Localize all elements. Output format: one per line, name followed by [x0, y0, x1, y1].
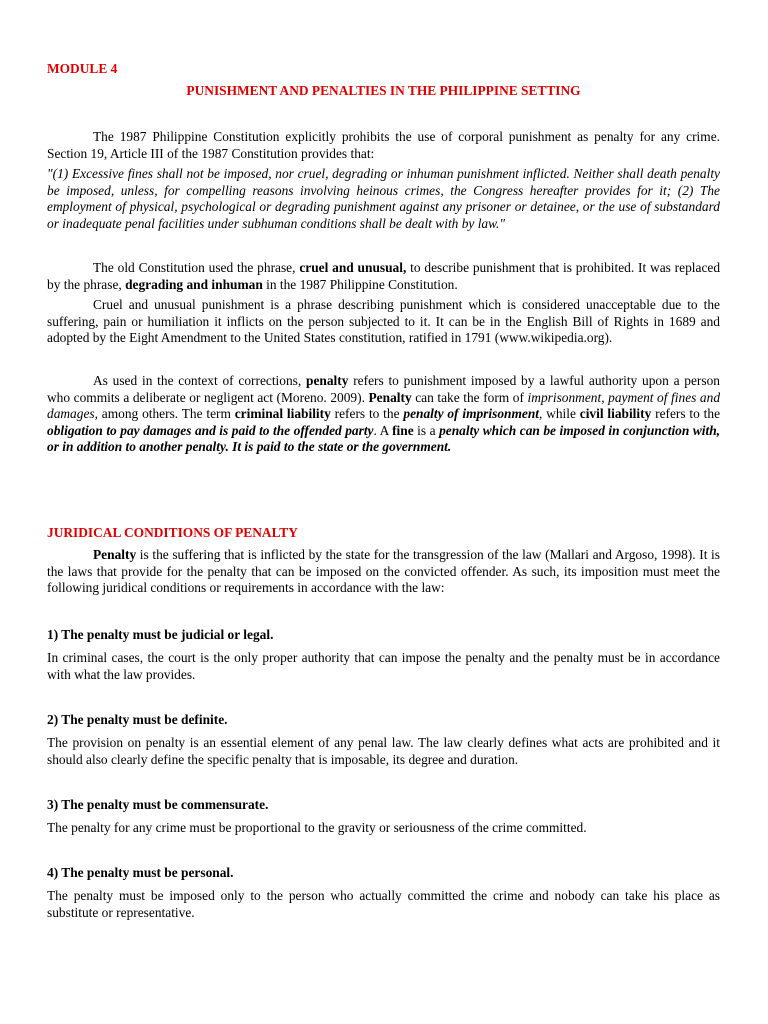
text-run: among others. The term: [97, 406, 235, 422]
text-run: , while: [539, 406, 580, 422]
text-run: in the 1987 Philippine Constitution.: [262, 276, 458, 292]
text-run: refers to the: [330, 406, 404, 422]
condition-3-text: The penalty for any crime must be proportional to the gravity or seriousness of the crime committed.: [47, 820, 587, 835]
term-penalty: penalty: [306, 373, 349, 388]
term-civil-liability: civil liability: [579, 406, 652, 422]
condition-2-heading: 2) The penalty must be definite.: [47, 712, 228, 727]
penalty-forms: imprisonment, payment of fines and damages,: [47, 389, 721, 422]
condition-1-text: In criminal cases, the court is the only proper authority that can impose the penalty and the penalty must be in accordance with what the law provides.: [47, 650, 720, 682]
text-run: As used in the context of corrections,: [93, 373, 307, 388]
text-run: refers to punishment imposed by a lawful authority upon a person who commits a deliberate or negligent act (Moreno. 2009).: [47, 373, 720, 405]
constitution-quote: "(1) Excessive fines shall not be imposed, nor cruel, degrading or inhuman punishment inflicted. Neither shall death penalty be imposed, unless, for compelling reasons involving heinous crimes, the Congress hereafter provides for it; (2) The employment of physical, psychological or degrading punishment against any prisoner or detainee, or the use of substandard or inadequate penal facilities under subhuman conditions shall be dealt with by law.": [47, 166, 720, 231]
text-run: is a: [413, 422, 440, 438]
intro-paragraph: The 1987 Philippine Constitution explicitly prohibits the use of corporal punishment as penalty for any crime. Section 19, Article III of the 1987 Constitution provides that:: [47, 129, 720, 161]
text-run: to describe punishment that is prohibited. It was replaced by the phrase,: [47, 260, 721, 292]
cruel-unusual-paragraph: Cruel and unusual punishment is a phrase describing punishment which is considered unacceptable due to the suffering, pain or humiliation it inflicts on the person subjected to it. It can be in the English Bill of Rights in 1689 and adopted by the Eight Amendment to the United States constitution, ratified in 1791 (www.wikipedia.org).: [47, 297, 720, 346]
penalty-definition-paragraph: [47, 373, 720, 456]
fine-definition: penalty which can be imposed in conjunction with, or in addition to another penalty. It is paid to the state or the government.: [47, 422, 720, 455]
penalty-of-imprisonment: penalty of imprisonment: [403, 406, 539, 422]
obligation-to-pay-damages: obligation to pay damages and is paid to the offended party: [47, 422, 374, 438]
page-title: PUNISHMENT AND PENALTIES IN THE PHILIPPINE SETTING: [186, 83, 581, 98]
text-run: can take the form of: [411, 389, 528, 405]
term-penalty: Penalty: [368, 389, 412, 405]
text-run: refers to the: [651, 406, 721, 422]
condition-2-text: The provision on penalty is an essential element of any penal law. The law clearly defines what acts are prohibited and it should also clearly define the specific penalty that is imposable, its degree and duration.: [47, 735, 720, 767]
text-run: . A: [373, 422, 393, 438]
juridical-intro-paragraph: [47, 547, 720, 597]
condition-1-heading: 1) The penalty must be judicial or legal.: [47, 627, 274, 642]
condition-3-heading: 3) The penalty must be commensurate.: [47, 797, 269, 812]
term-degrading-and-inhuman: degrading and inhuman: [125, 276, 263, 292]
text-run: is the suffering that is inflicted by the state for the transgression of the law (Mallari and Argoso, 1998). It is the laws that provide for the penalty that can be imposed on the convicted offender. As such, its imposition must meet the following juridical conditions or requirements in accordance with the law:: [47, 547, 720, 596]
term-criminal-liability: criminal liability: [234, 406, 331, 422]
term-penalty: Penalty: [93, 547, 137, 562]
condition-4-heading: 4) The penalty must be personal.: [47, 865, 234, 880]
text-run: The old Constitution used the phrase,: [93, 260, 300, 275]
term-cruel-and-unusual: cruel and unusual,: [299, 260, 407, 275]
old-constitution-paragraph: [47, 260, 720, 293]
juridical-conditions-heading: JURIDICAL CONDITIONS OF PENALTY: [47, 525, 298, 540]
term-fine: fine: [392, 422, 414, 438]
condition-4-text: The penalty must be imposed only to the person who actually committed the crime and nobody can take his place as substitute or representative.: [47, 888, 720, 920]
module-label: MODULE 4: [47, 61, 118, 76]
